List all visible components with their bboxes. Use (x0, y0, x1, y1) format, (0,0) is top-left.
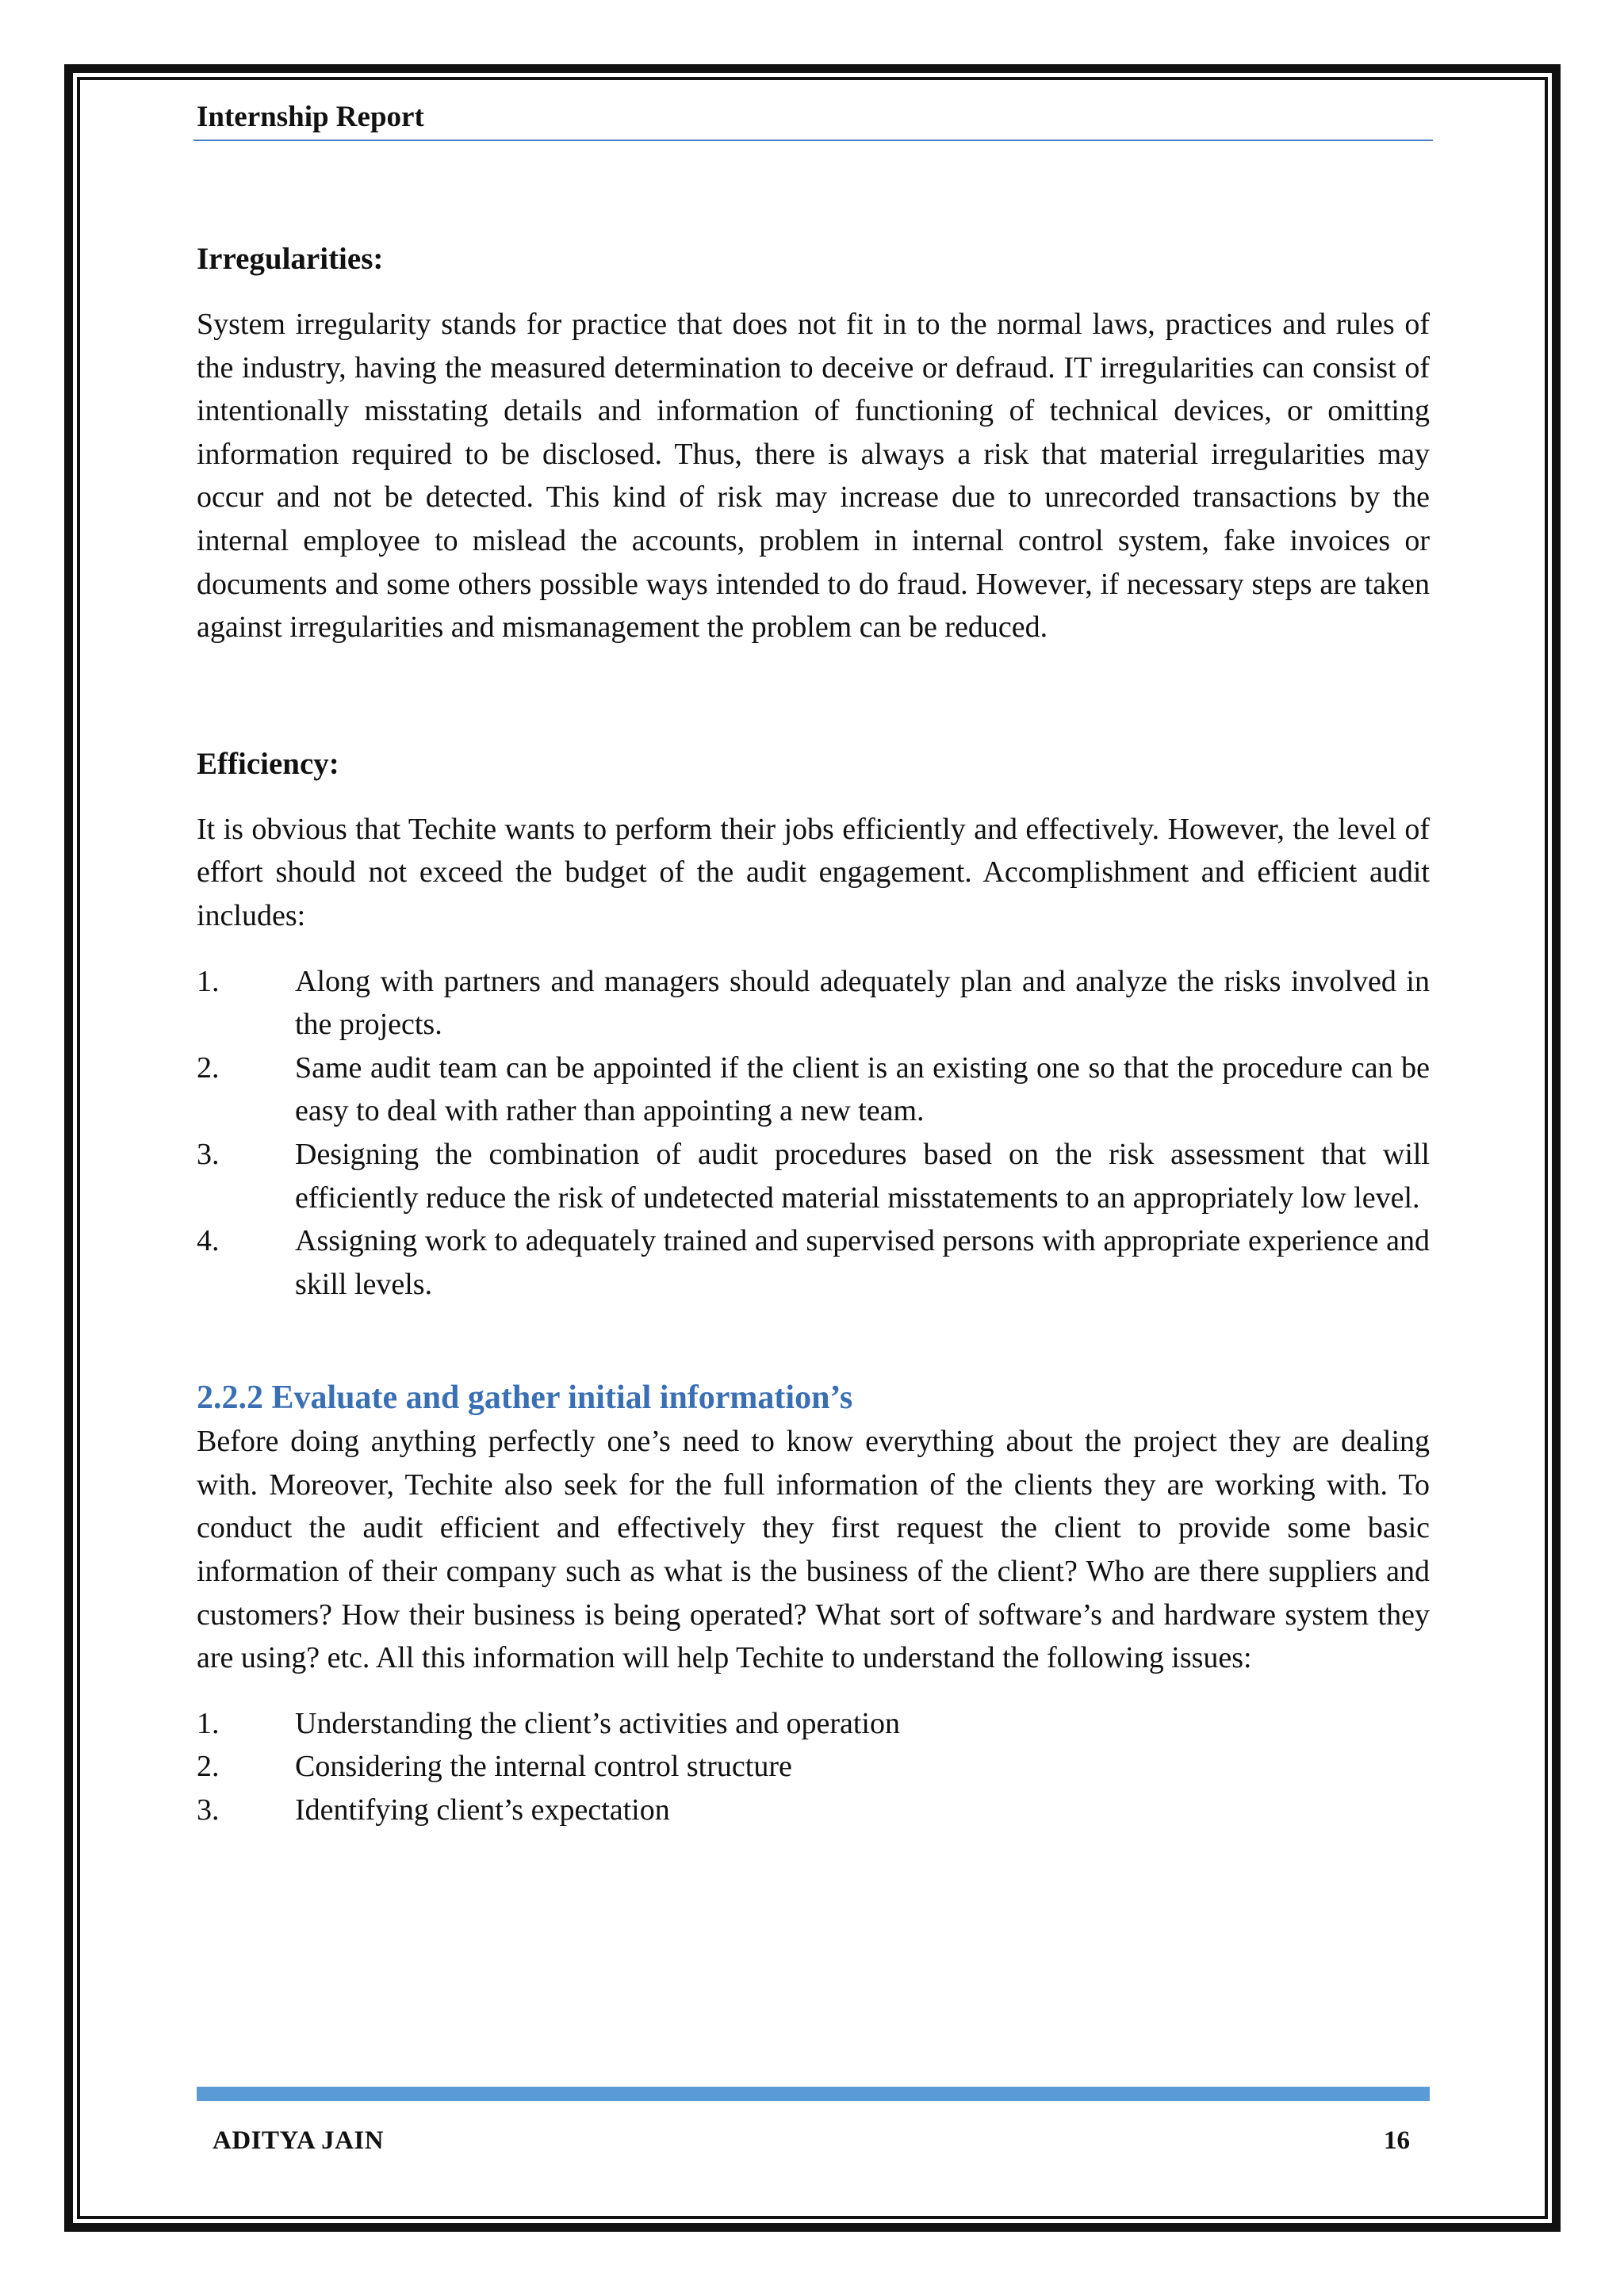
issues-list (197, 1702, 1430, 1832)
list-item-number: 1. (197, 964, 220, 998)
list-item (197, 1047, 1430, 1133)
section-title: 2.2.2 Evaluate and gather initial information’s (197, 1380, 853, 1417)
irregularities-heading: Irregularities: (197, 242, 384, 276)
list-item-number: 3. (197, 1793, 220, 1827)
list-item (197, 960, 1430, 1047)
footer-bar (197, 2087, 1430, 2101)
list-item-number: 2. (197, 1050, 220, 1085)
list-item (197, 1745, 1430, 1789)
efficiency-heading: Efficiency: (197, 746, 339, 781)
list-item (197, 1219, 1430, 1306)
footer-author: ADITYA JAIN (213, 2126, 385, 2155)
efficiency-paragraph: It is obvious that Techite wants to perform their jobs efficiently and effectively. However, the level of effort should not exceed the budget of the audit engagement. Accomplishment and efficient audit includes: (197, 812, 1430, 932)
list-item-number: 3. (197, 1137, 220, 1171)
list-item-text: Designing the combination of audit procedures based on the risk assessment that will efficiently reduce the risk of undetected material misstatements to an appropriately low level. (295, 1137, 1430, 1215)
list-item-text: Identifying client’s expectation (295, 1793, 670, 1827)
list-item-text: Along with partners and managers should adequately plan and analyze the risks involved in the projects. (295, 964, 1430, 1042)
running-header: Internship Report (197, 101, 424, 133)
list-item (197, 1133, 1430, 1219)
list-item (197, 1702, 1430, 1746)
list-item-number: 2. (197, 1750, 220, 1784)
list-item-number: 1. (197, 1706, 220, 1740)
irregularities-paragraph: System irregularity stands for practice that does not fit in to the normal laws, practices and rules of the industry, having the measured determination to deceive or defraud. IT irregularities can consist of intentionally misstating details and information of functioning of technical devices, or omitting information required to be disclosed. Thus, there is always a risk that material irregularities may occur and not be detected. This kind of risk may increase due to unrecorded transactions by the internal employee to mislead the accounts, problem in internal control system, fake invoices or documents and some others possible ways intended to do fraud. However, if necessary steps are taken against irregularities and mismanagement the problem can be reduced. (197, 308, 1430, 645)
page-number: 16 (1384, 2126, 1410, 2155)
efficiency-list (197, 960, 1430, 1307)
list-item-text: Assigning work to adequately trained and supervised persons with appropriate experience and skill levels. (295, 1224, 1430, 1301)
header-rule (193, 140, 1433, 141)
page-content (197, 238, 1430, 1832)
list-item-number: 4. (197, 1224, 220, 1258)
section-paragraph: Before doing anything perfectly one’s need to know everything about the project they are dealing with. Moreover, Techite also seek for the full information of the clients they are working with. To conduct the audit efficient and effectively they first request the client to provide some basic information of their company such as what is the business of the client? Who are there suppliers and customers? How their business is being operated? What sort of software’s and hardware system they are using? etc. All this information will help Techite to understand the following issues: (197, 1425, 1430, 1675)
list-item (197, 1789, 1430, 1832)
list-item-text: Same audit team can be appointed if the client is an existing one so that the procedure can be easy to deal with rather than appointing a new team. (295, 1050, 1430, 1128)
list-item-text: Understanding the client’s activities and operation (295, 1706, 900, 1740)
list-item-text: Considering the internal control structure (295, 1750, 792, 1784)
